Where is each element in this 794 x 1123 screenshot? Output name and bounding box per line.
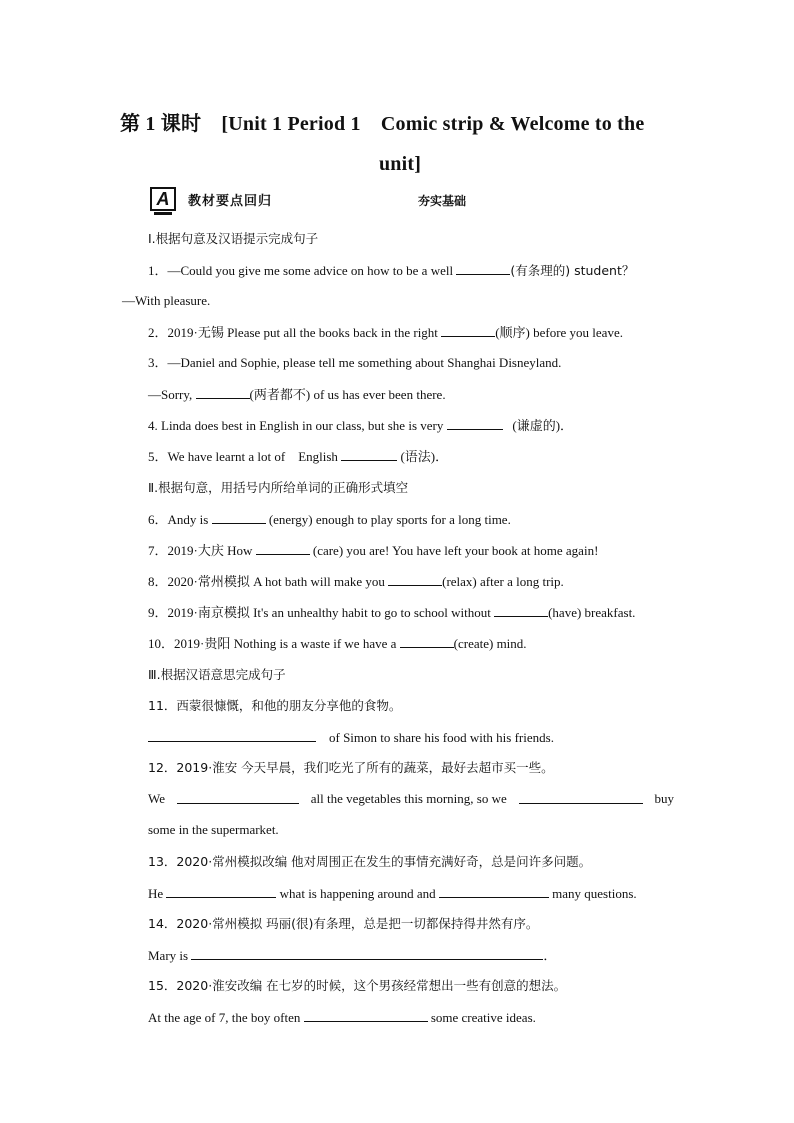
- question-14: [148, 947, 556, 964]
- question-3: 3．—Daniel and Sophie, please tell me something about Shanghai Disneyland.: [148, 355, 562, 370]
- question-15: [148, 1009, 536, 1026]
- q8-text-b: (relax) after a long trip.: [442, 574, 564, 589]
- q13-text-c: many questions.: [552, 886, 637, 901]
- q6-text-a: 6．Andy is: [148, 512, 209, 527]
- q12-blank-1[interactable]: [177, 791, 299, 804]
- question-3-answer: [148, 386, 446, 403]
- q3-text-b: —Sorry,: [148, 387, 193, 402]
- q4-text-a: 4. Linda does best in English in our class, but she is very: [148, 418, 444, 433]
- q1-text-a: 1．—Could you give me some advice on how to be a well: [148, 263, 454, 278]
- question-13: [148, 885, 637, 902]
- section-title: 教材要点回归: [188, 194, 273, 209]
- page-title: [120, 104, 680, 184]
- question-12-cont: some in the supermarket.: [148, 822, 279, 837]
- question-10: [148, 635, 527, 652]
- question-7: [148, 542, 598, 559]
- q12-text-c: buy: [654, 791, 674, 806]
- question-12: [148, 791, 674, 807]
- q8-blank[interactable]: [388, 573, 442, 586]
- question-4: [148, 417, 573, 434]
- q13-text-a: He: [148, 886, 164, 901]
- q4-text-b: (谦虚的)．: [512, 418, 574, 433]
- question-14-prompt: 14．2020·常州模拟 玛丽(很)有条理，总是把一切都保持得井然有序。: [148, 916, 539, 931]
- q12-text-b: all the vegetables this morning, so we: [310, 791, 507, 806]
- q1-text-b: (有条理的) student？: [510, 263, 635, 278]
- part3-heading: Ⅲ.根据汉语意思完成句子: [148, 667, 286, 682]
- question-11: [148, 729, 554, 746]
- q15-text-b: some creative ideas.: [430, 1010, 536, 1025]
- title-line-1: 第 1 课时 [Unit 1 Period 1 Comic strip & Welcome to the: [120, 113, 645, 135]
- q7-text-b: (care) you are! You have left your book at home again!: [312, 543, 599, 558]
- q10-blank[interactable]: [400, 635, 454, 648]
- q15-text-a: At the age of 7, the boy often: [148, 1010, 301, 1025]
- question-12-prompt: 12．2019·淮安 今天早晨，我们吃光了所有的蔬菜，最好去超市买一些。: [148, 760, 554, 775]
- question-11-prompt: 11．西蒙很慷慨，和他的朋友分享他的食物。: [148, 698, 402, 713]
- question-1-answer: —With pleasure.: [122, 293, 211, 308]
- q10-text-a: 10．2019·贵阳 Nothing is a waste if we have a: [148, 636, 397, 651]
- q5-blank[interactable]: [341, 448, 397, 461]
- section-badge-icon: A: [150, 187, 176, 211]
- question-5: [148, 448, 448, 465]
- q2-text-b: (顺序) before you leave.: [495, 325, 623, 340]
- q9-text-a: 9．2019·南京模拟 It's an unhealthy habit to go to school without: [148, 605, 491, 620]
- question-8: [148, 573, 564, 590]
- q12-blank-2[interactable]: [519, 791, 643, 804]
- q2-text-a: 2．2019·无锡 Please put all the books back in the right: [148, 325, 438, 340]
- question-6: [148, 511, 511, 528]
- q11-text-b: of Simon to share his food with his friends.: [329, 730, 554, 745]
- q13-text-b: what is happening around and: [279, 886, 436, 901]
- section-header: [150, 187, 570, 213]
- part2-heading: Ⅱ.根据句意，用括号内所给单词的正确形式填空: [148, 480, 409, 495]
- q9-text-b: (have) breakfast.: [548, 605, 636, 620]
- part1-heading: Ⅰ.根据句意及汉语提示完成句子: [148, 231, 319, 246]
- q14-text-a: Mary is: [148, 948, 189, 963]
- q14-text-b: ．: [543, 948, 557, 963]
- q7-text-a: 7．2019·大庆 How: [148, 543, 253, 558]
- question-1: [148, 262, 634, 279]
- q6-blank[interactable]: [212, 511, 266, 524]
- q9-blank[interactable]: [494, 604, 548, 617]
- title-line-2: unit]: [378, 153, 422, 175]
- question-9: [148, 604, 635, 621]
- q8-text-a: 8．2020·常州模拟 A hot bath will make you: [148, 574, 385, 589]
- q2-blank[interactable]: [441, 324, 495, 337]
- question-15-prompt: 15．2020·淮安改编 在七岁的时候，这个男孩经常想出一些有创意的想法。: [148, 978, 567, 993]
- q13-blank-1[interactable]: [166, 885, 276, 898]
- question-13-prompt: 13．2020·常州模拟改编 他对周围正在发生的事情充满好奇，总是问许多问题。: [148, 854, 592, 869]
- q6-text-b: (energy) enough to play sports for a long time.: [268, 512, 511, 527]
- q10-text-b: (create) mind.: [453, 636, 527, 651]
- q15-blank[interactable]: [304, 1009, 428, 1022]
- q7-blank[interactable]: [256, 542, 310, 555]
- q14-blank[interactable]: [191, 947, 543, 960]
- section-subtitle: 夯实基础: [418, 194, 467, 208]
- q13-blank-2[interactable]: [439, 885, 549, 898]
- q5-text-b: (语法)．: [400, 449, 449, 464]
- q3-blank[interactable]: [196, 386, 250, 399]
- question-2: [148, 324, 623, 341]
- q3-text-c: (两者都不) of us has ever been there.: [249, 387, 446, 402]
- q4-blank[interactable]: [447, 417, 503, 430]
- q12-text-a: We: [148, 791, 165, 806]
- q1-blank[interactable]: [456, 262, 510, 275]
- q11-blank[interactable]: [148, 729, 316, 742]
- q5-text-a: 5．We have learnt a lot of English: [148, 449, 338, 464]
